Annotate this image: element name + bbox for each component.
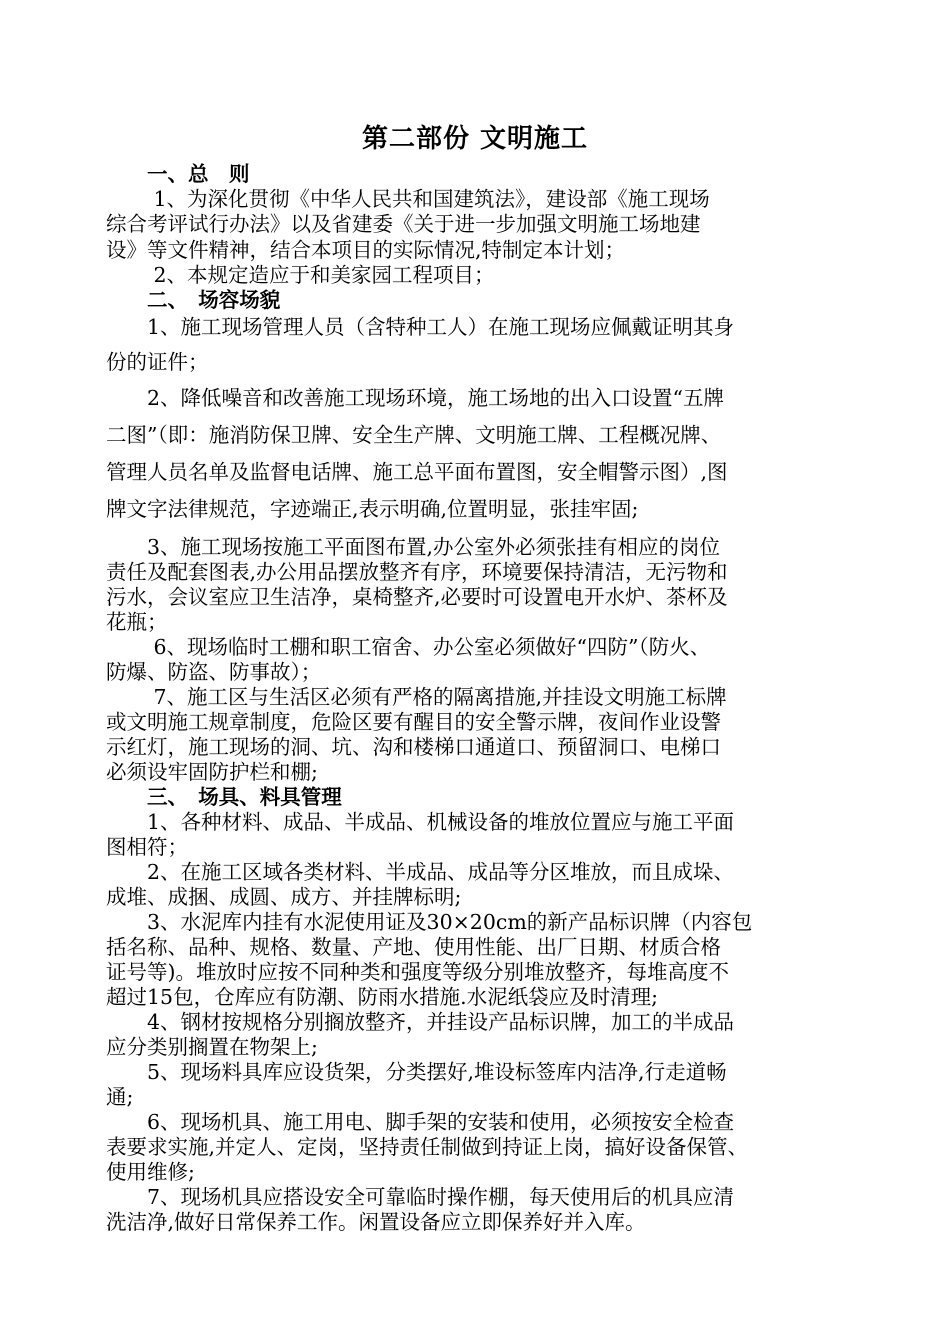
paragraph-line: 花瓶； (106, 610, 168, 634)
paragraph-line: 3、水泥库内挂有水泥使用证及30×20cm的新产品标识牌（内容包 (106, 910, 753, 934)
paragraph-line: 1、各种材料、成品、半成品、机械设备的堆放位置应与施工平面 (106, 810, 735, 834)
section-heading-site: 二、 场容场貌 (106, 288, 281, 312)
paragraph-line: 综合考评试行办法》以及省建委《关于进一步加强文明施工场地建 (106, 212, 701, 236)
paragraph-line: 管理人员名单及监督电话牌、施工总平面布置图，安全帽警示图）,图 (106, 460, 728, 484)
paragraph-line: 牌文字法律规范，字迹端正,表示明确,位置明显，张挂牢固; (106, 497, 639, 521)
paragraph-line: 6、现场临时工棚和职工宿舍、办公室必须做好“四防”（防火、 (106, 635, 711, 659)
paragraph-line: 责任及配套图表,办公用品摆放整齐有序，环境要保持清洁，无污物和 (106, 560, 728, 584)
paragraph-line: 7、施工区与生活区必须有严格的隔离措施,并挂设文明施工标牌 (106, 685, 727, 709)
paragraph-line: 2、本规定造应于和美家园工程项目； (106, 263, 495, 287)
paragraph-line: 示红灯，施工现场的洞、坑、沟和楼梯口通道口、预留洞口、电梯口 (106, 735, 721, 759)
paragraph-line: 份的证件； (106, 350, 209, 374)
paragraph-line: 图相符； (106, 835, 188, 859)
paragraph-line: 证号等)。堆放时应按不同种类和强度等级分别堆放整齐，每堆高度不 (106, 960, 729, 984)
paragraph-line: 成堆、成捆、成圆、成方、并挂牌标明; (106, 885, 462, 909)
paragraph-line: 洗洁净,做好日常保养工作。闲置设备应立即保养好并入库。 (106, 1210, 646, 1234)
paragraph-line: 设》等文件精神，结合本项目的实际情况,特制定本计划； (106, 238, 626, 262)
paragraph-line: 1、施工现场管理人员（含特种工人）在施工现场应佩戴证明其身 (106, 315, 735, 339)
paragraph-line: 污水，会议室应卫生洁净，桌椅整齐,必要时可设置电开水炉、茶杯及 (106, 585, 728, 609)
paragraph-line: 使用维修; (106, 1160, 195, 1184)
paragraph-line: 6、现场机具、施工用电、脚手架的安装和使用，必须按安全检查 (106, 1110, 735, 1134)
paragraph-line: 二图”（即：施消防保卫牌、安全生产牌、文明施工牌、工程概况牌、 (106, 423, 722, 447)
paragraph-line: 应分类别搁置在物架上; (106, 1035, 318, 1059)
section-heading-general: 一、总 则 (106, 162, 250, 186)
paragraph-line: 2、降低噪音和改善施工现场环境，施工场地的出入口设置“五牌 (106, 386, 725, 410)
paragraph-line: 2、在施工区域各类材料、半成品、成品等分区堆放，而且成垛、 (106, 860, 735, 884)
section-heading-materials: 三、 场具、料具管理 (106, 785, 342, 809)
paragraph-line: 或文明施工规章制度，危险区要有醒目的安全警示牌，夜间作业设警 (106, 710, 721, 734)
paragraph-line: 通; (106, 1085, 134, 1109)
paragraph-line: 必须设牢固防护栏和棚; (106, 760, 318, 784)
paragraph-line: 5、现场料具库应设货架，分类摆好,堆设标签库内洁净,行走道畅 (106, 1060, 727, 1084)
document-title: 第二部份 文明施工 (361, 124, 589, 154)
paragraph-line: 4、钢材按规格分别搁放整齐，并挂设产品标识牌，加工的半成品 (106, 1010, 735, 1034)
paragraph-line: 超过15包，仓库应有防潮、防雨水措施.水泥纸袋应及时清理; (106, 985, 659, 1009)
paragraph-line: 3、施工现场按施工平面图布置,办公室外必须张挂有相应的岗位 (106, 535, 721, 559)
paragraph-line: 1、为深化贯彻《中华人民共和国建筑法》，建设部《施工现场 (106, 187, 710, 211)
paragraph-line: 7、现场机具应搭设安全可靠临时操作棚，每天使用后的机具应清 (106, 1185, 735, 1209)
paragraph-line: 表要求实施,并定人、定岗，坚持责任制做到持证上岗，搞好设备保管、 (106, 1135, 749, 1159)
paragraph-line: 括名称、品种、规格、数量、产地、使用性能、出厂日期、材质合格 (106, 935, 721, 959)
paragraph-line: 防爆、防盗、防事故）； (106, 660, 322, 684)
